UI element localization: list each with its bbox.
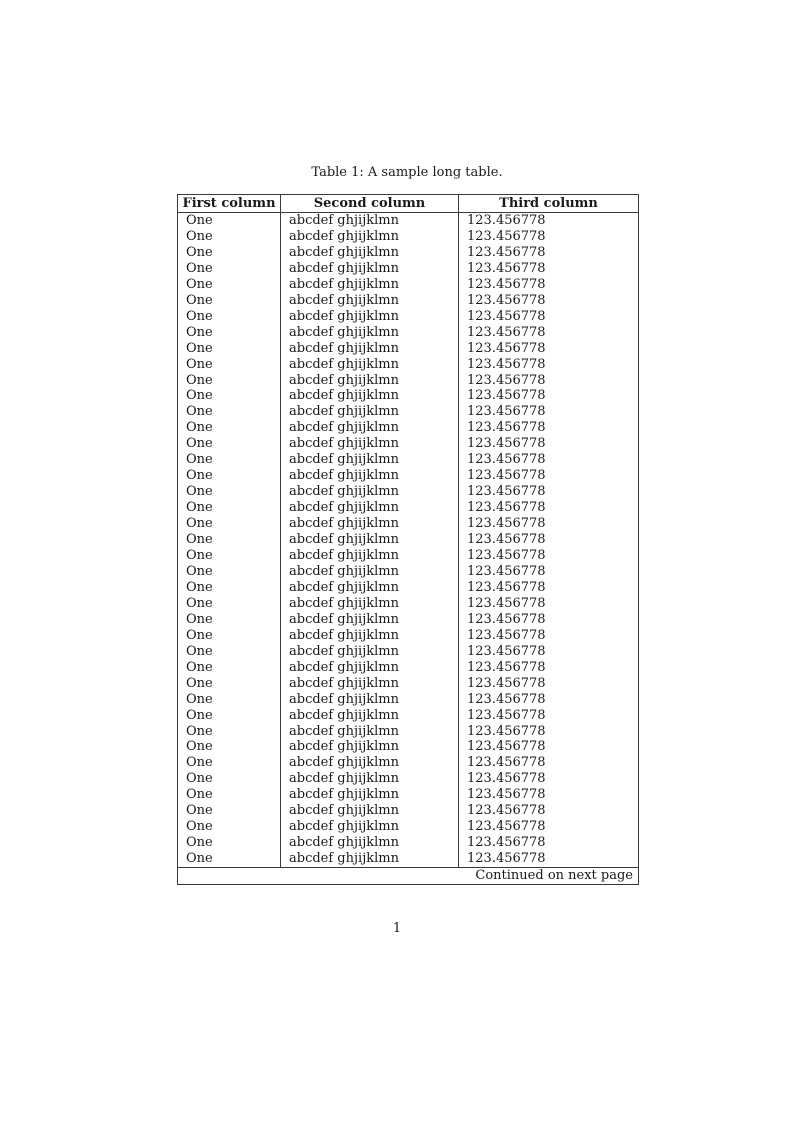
cell-third-column: 123.456778	[459, 755, 639, 771]
cell-first-column: One	[178, 388, 281, 404]
cell-first-column: One	[178, 612, 281, 628]
table-row	[178, 739, 639, 755]
cell-third-column: 123.456778	[459, 564, 639, 580]
table-row	[178, 452, 639, 468]
table-row	[178, 420, 639, 436]
cell-first-column: One	[178, 628, 281, 644]
cell-first-column: One	[178, 373, 281, 389]
cell-first-column: One	[178, 341, 281, 357]
table-row	[178, 277, 639, 293]
cell-first-column: One	[178, 835, 281, 851]
cell-third-column: 123.456778	[459, 500, 639, 516]
cell-second-column: abcdef ghjijklmn	[281, 309, 459, 325]
cell-second-column: abcdef ghjijklmn	[281, 388, 459, 404]
cell-second-column: abcdef ghjijklmn	[281, 213, 459, 229]
cell-second-column: abcdef ghjijklmn	[281, 644, 459, 660]
table-row	[178, 341, 639, 357]
cell-third-column: 123.456778	[459, 261, 639, 277]
cell-second-column: abcdef ghjijklmn	[281, 564, 459, 580]
cell-first-column: One	[178, 564, 281, 580]
cell-first-column: One	[178, 596, 281, 612]
cell-first-column: One	[178, 708, 281, 724]
cell-third-column: 123.456778	[459, 660, 639, 676]
cell-third-column: 123.456778	[459, 628, 639, 644]
cell-third-column: 123.456778	[459, 341, 639, 357]
cell-second-column: abcdef ghjijklmn	[281, 660, 459, 676]
cell-third-column: 123.456778	[459, 644, 639, 660]
table-row	[178, 724, 639, 740]
cell-second-column: abcdef ghjijklmn	[281, 500, 459, 516]
cell-second-column: abcdef ghjijklmn	[281, 261, 459, 277]
cell-third-column: 123.456778	[459, 724, 639, 740]
cell-third-column: 123.456778	[459, 420, 639, 436]
cell-first-column: One	[178, 660, 281, 676]
cell-second-column: abcdef ghjijklmn	[281, 676, 459, 692]
cell-second-column: abcdef ghjijklmn	[281, 851, 459, 867]
table-caption: Table 1: A sample long table.	[311, 165, 503, 180]
cell-first-column: One	[178, 229, 281, 245]
cell-second-column: abcdef ghjijklmn	[281, 341, 459, 357]
table-row	[178, 293, 639, 309]
cell-second-column: abcdef ghjijklmn	[281, 436, 459, 452]
cell-third-column: 123.456778	[459, 436, 639, 452]
cell-third-column: 123.456778	[459, 580, 639, 596]
cell-third-column: 123.456778	[459, 612, 639, 628]
cell-first-column: One	[178, 261, 281, 277]
cell-second-column: abcdef ghjijklmn	[281, 708, 459, 724]
table-row	[178, 819, 639, 835]
table-row	[178, 628, 639, 644]
cell-first-column: One	[178, 484, 281, 500]
cell-second-column: abcdef ghjijklmn	[281, 420, 459, 436]
cell-second-column: abcdef ghjijklmn	[281, 835, 459, 851]
table-row	[178, 309, 639, 325]
table-row	[178, 660, 639, 676]
cell-third-column: 123.456778	[459, 835, 639, 851]
cell-third-column: 123.456778	[459, 388, 639, 404]
cell-first-column: One	[178, 500, 281, 516]
cell-second-column: abcdef ghjijklmn	[281, 293, 459, 309]
cell-second-column: abcdef ghjijklmn	[281, 755, 459, 771]
table-header	[178, 195, 639, 213]
cell-first-column: One	[178, 548, 281, 564]
table-row	[178, 787, 639, 803]
header-second-column: Second column	[281, 195, 459, 213]
cell-second-column: abcdef ghjijklmn	[281, 803, 459, 819]
table-row	[178, 803, 639, 819]
long-table	[177, 194, 639, 885]
table-row	[178, 436, 639, 452]
cell-third-column: 123.456778	[459, 373, 639, 389]
cell-second-column: abcdef ghjijklmn	[281, 692, 459, 708]
cell-third-column: 123.456778	[459, 739, 639, 755]
table-row	[178, 373, 639, 389]
cell-third-column: 123.456778	[459, 245, 639, 261]
cell-third-column: 123.456778	[459, 803, 639, 819]
table-row	[178, 468, 639, 484]
cell-second-column: abcdef ghjijklmn	[281, 516, 459, 532]
table-row	[178, 388, 639, 404]
cell-second-column: abcdef ghjijklmn	[281, 596, 459, 612]
cell-first-column: One	[178, 357, 281, 373]
table-header-row	[178, 195, 639, 213]
cell-third-column: 123.456778	[459, 771, 639, 787]
cell-first-column: One	[178, 468, 281, 484]
cell-first-column: One	[178, 420, 281, 436]
cell-first-column: One	[178, 676, 281, 692]
cell-third-column: 123.456778	[459, 213, 639, 229]
table-row	[178, 245, 639, 261]
table-row	[178, 708, 639, 724]
cell-third-column: 123.456778	[459, 516, 639, 532]
table-row	[178, 229, 639, 245]
table-row	[178, 325, 639, 341]
cell-second-column: abcdef ghjijklmn	[281, 357, 459, 373]
cell-first-column: One	[178, 404, 281, 420]
table-row	[178, 580, 639, 596]
cell-third-column: 123.456778	[459, 452, 639, 468]
cell-first-column: One	[178, 692, 281, 708]
table-row	[178, 835, 639, 851]
cell-third-column: 123.456778	[459, 787, 639, 803]
cell-first-column: One	[178, 516, 281, 532]
table-row	[178, 357, 639, 373]
cell-third-column: 123.456778	[459, 293, 639, 309]
cell-second-column: abcdef ghjijklmn	[281, 739, 459, 755]
cell-third-column: 123.456778	[459, 692, 639, 708]
cell-third-column: 123.456778	[459, 309, 639, 325]
cell-first-column: One	[178, 277, 281, 293]
page-number: 1	[392, 921, 402, 936]
cell-third-column: 123.456778	[459, 325, 639, 341]
cell-first-column: One	[178, 724, 281, 740]
cell-second-column: abcdef ghjijklmn	[281, 628, 459, 644]
cell-third-column: 123.456778	[459, 851, 639, 867]
cell-second-column: abcdef ghjijklmn	[281, 325, 459, 341]
cell-first-column: One	[178, 293, 281, 309]
cell-first-column: One	[178, 787, 281, 803]
cell-first-column: One	[178, 851, 281, 867]
table-row	[178, 755, 639, 771]
cell-first-column: One	[178, 532, 281, 548]
cell-first-column: One	[178, 739, 281, 755]
cell-first-column: One	[178, 436, 281, 452]
table-row	[178, 596, 639, 612]
continued-on-next-page-label: Continued on next page	[178, 868, 639, 885]
continued-row	[178, 868, 639, 885]
table-body	[178, 213, 639, 868]
cell-third-column: 123.456778	[459, 596, 639, 612]
cell-third-column: 123.456778	[459, 532, 639, 548]
cell-second-column: abcdef ghjijklmn	[281, 612, 459, 628]
cell-third-column: 123.456778	[459, 229, 639, 245]
cell-second-column: abcdef ghjijklmn	[281, 532, 459, 548]
cell-second-column: abcdef ghjijklmn	[281, 771, 459, 787]
table-row	[178, 851, 639, 867]
table-row	[178, 644, 639, 660]
cell-third-column: 123.456778	[459, 357, 639, 373]
cell-first-column: One	[178, 644, 281, 660]
cell-first-column: One	[178, 755, 281, 771]
cell-second-column: abcdef ghjijklmn	[281, 245, 459, 261]
table-row	[178, 771, 639, 787]
cell-second-column: abcdef ghjijklmn	[281, 724, 459, 740]
table-row	[178, 548, 639, 564]
cell-first-column: One	[178, 819, 281, 835]
table-row	[178, 261, 639, 277]
cell-second-column: abcdef ghjijklmn	[281, 548, 459, 564]
table-row	[178, 500, 639, 516]
cell-second-column: abcdef ghjijklmn	[281, 468, 459, 484]
cell-third-column: 123.456778	[459, 819, 639, 835]
cell-first-column: One	[178, 245, 281, 261]
cell-first-column: One	[178, 309, 281, 325]
cell-first-column: One	[178, 580, 281, 596]
cell-first-column: One	[178, 325, 281, 341]
table-footer	[178, 868, 639, 885]
cell-third-column: 123.456778	[459, 277, 639, 293]
cell-second-column: abcdef ghjijklmn	[281, 404, 459, 420]
cell-second-column: abcdef ghjijklmn	[281, 580, 459, 596]
table-row	[178, 516, 639, 532]
cell-second-column: abcdef ghjijklmn	[281, 819, 459, 835]
cell-first-column: One	[178, 452, 281, 468]
table-row	[178, 404, 639, 420]
cell-first-column: One	[178, 771, 281, 787]
cell-first-column: One	[178, 213, 281, 229]
cell-first-column: One	[178, 803, 281, 819]
cell-second-column: abcdef ghjijklmn	[281, 452, 459, 468]
cell-third-column: 123.456778	[459, 468, 639, 484]
cell-second-column: abcdef ghjijklmn	[281, 484, 459, 500]
cell-second-column: abcdef ghjijklmn	[281, 787, 459, 803]
table-row	[178, 612, 639, 628]
table-row	[178, 532, 639, 548]
table-row	[178, 564, 639, 580]
cell-second-column: abcdef ghjijklmn	[281, 229, 459, 245]
table-row	[178, 676, 639, 692]
cell-second-column: abcdef ghjijklmn	[281, 373, 459, 389]
cell-third-column: 123.456778	[459, 484, 639, 500]
table-row	[178, 213, 639, 229]
table-row	[178, 484, 639, 500]
table-row	[178, 692, 639, 708]
header-first-column: First column	[178, 195, 281, 213]
cell-third-column: 123.456778	[459, 404, 639, 420]
cell-third-column: 123.456778	[459, 708, 639, 724]
header-third-column: Third column	[459, 195, 639, 213]
cell-third-column: 123.456778	[459, 548, 639, 564]
cell-second-column: abcdef ghjijklmn	[281, 277, 459, 293]
cell-third-column: 123.456778	[459, 676, 639, 692]
